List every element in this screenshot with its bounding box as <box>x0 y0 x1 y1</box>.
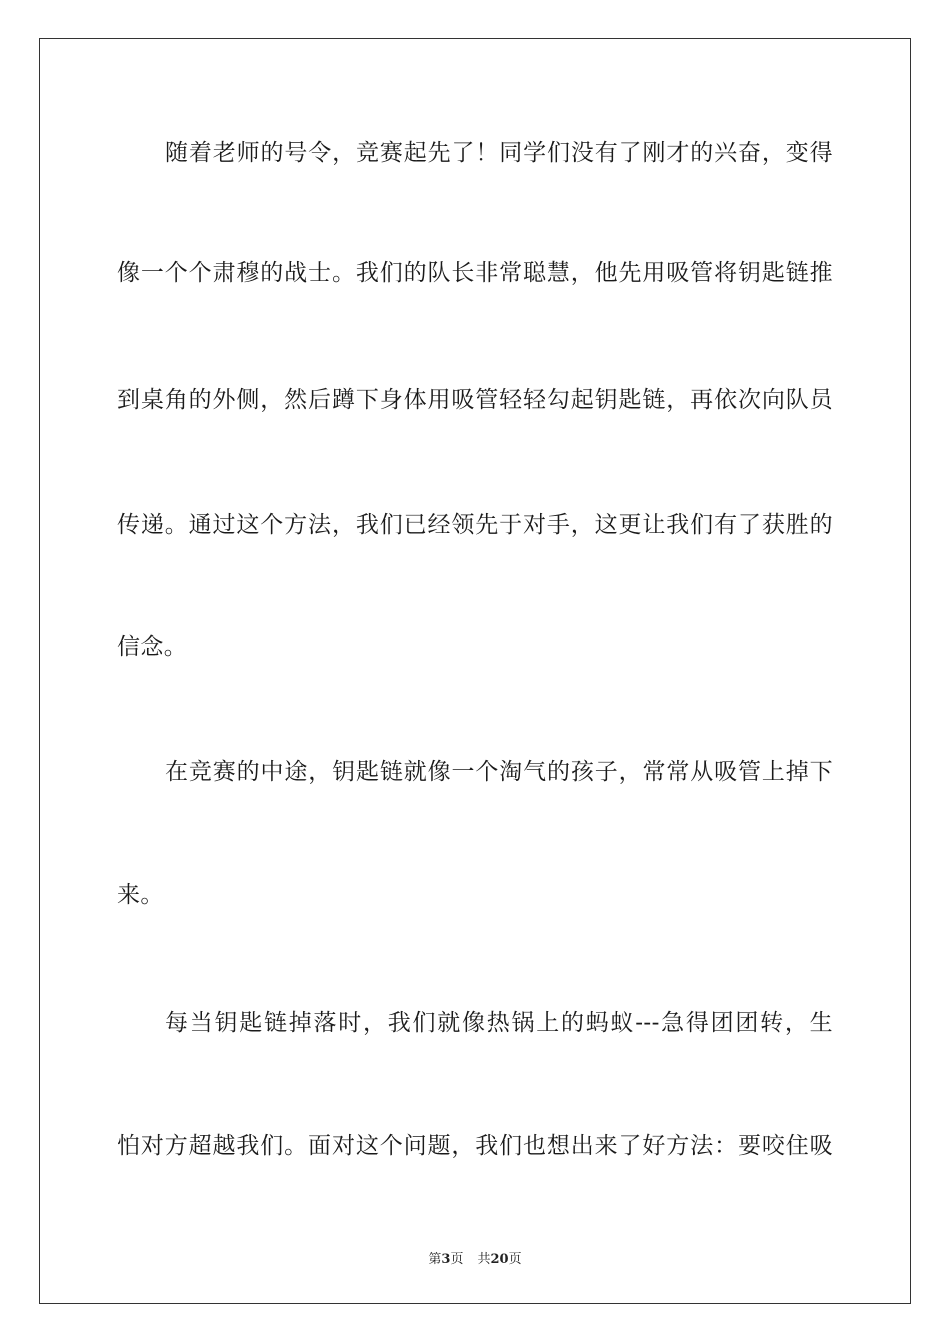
page-number: 3 <box>441 1252 451 1267</box>
paragraph-line: 在竞赛的中途，钥匙链就像一个淘气的孩子，常常从吸管上掉下 <box>165 759 833 785</box>
total-pages: 20 <box>490 1252 509 1267</box>
page-frame <box>39 38 911 1304</box>
page-suffix: 页 <box>450 1252 464 1267</box>
paragraph-line: 传递。通过这个方法，我们已经领先于对手，这更让我们有了获胜的 <box>117 512 833 538</box>
paragraph-line: 像一个个肃穆的战士。我们的队长非常聪慧，他先用吸管将钥匙链推 <box>117 260 833 286</box>
total-suffix: 页 <box>508 1252 522 1267</box>
paragraph-line: 到桌角的外侧，然后蹲下身体用吸管轻轻勾起钥匙链，再依次向队员 <box>117 387 833 413</box>
paragraph-line: 信念。 <box>117 634 188 660</box>
paragraph-line: 来。 <box>117 882 164 908</box>
page-prefix: 第 <box>428 1252 442 1267</box>
paragraph-line: 怕对方超越我们。面对这个问题，我们也想出来了好方法：要咬住吸 <box>117 1133 833 1159</box>
page-footer <box>0 1248 950 1267</box>
paragraph-line: 每当钥匙链掉落时，我们就像热锅上的蚂蚁---急得团团转，生 <box>165 1010 833 1036</box>
total-prefix: 共 <box>477 1252 491 1267</box>
paragraph-line: 随着老师的号令，竞赛起先了！同学们没有了刚才的兴奋，变得 <box>165 140 833 166</box>
